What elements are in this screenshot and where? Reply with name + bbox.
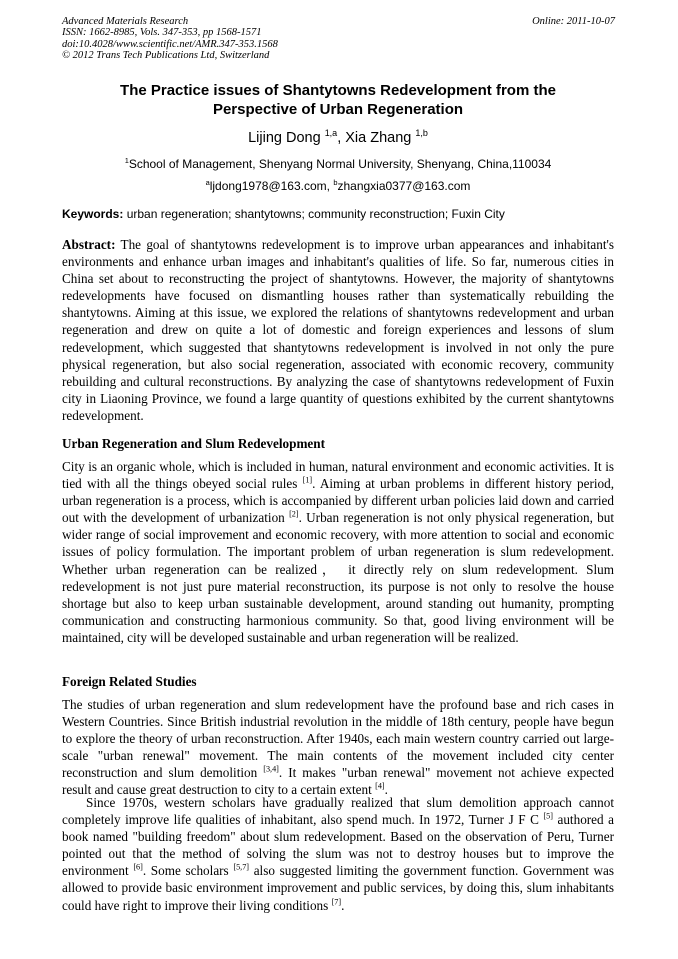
- email-link[interactable]: ljdong1978@163.com,: [209, 179, 330, 193]
- keywords: [62, 207, 614, 221]
- paragraph-text: . Urban regeneration is not only physical regeneration, but wider range of social improvement and economic recovery, with more attention to social and economic issues of policy formulation. The important problem of urban regeneration is slum redevelopment. Whether urban regeneration can be realized， it directly rely on slum redevelopment. Slum redevelopment is not just pure material reconstruction, its purpose is not only to resolve the house shortage but also to keep urban sustainable development, around standing out humanity, prompting communication and constructing harmonious community. So that, good living environment will be maintained, city will be developed sustainable and urban regeneration will be realized.: [62, 510, 615, 645]
- doi-line: doi:10.4028/www.scientific.net/AMR.347-353.1568: [62, 38, 278, 50]
- citation[interactable]: [2]: [289, 509, 299, 519]
- paragraph-text: The studies of urban regeneration and slum redevelopment have the profound base and rich cases in Western Countries. Since British industrial revolution in the middle of 18th century, people have begun to explore the theory of urban reconstruction. After 1940s, each main western country carried out large-scale "urban renewal" movement. The main contents of the movement included city center reconstruction and slum demolition: [62, 697, 614, 781]
- abstract-label: Abstract:: [62, 237, 116, 252]
- author-emails: [62, 179, 614, 193]
- citation[interactable]: [6]: [133, 862, 143, 872]
- journal-header: [62, 16, 278, 62]
- title-line-2: Perspective of Urban Regeneration: [212, 101, 464, 118]
- paragraph-text: also suggested limiting the government function. Government was allowed to provide basic environment improvement and public services, by doing this, slum inhabitants could have right to improve their living conditions: [62, 863, 615, 913]
- body-paragraph: [62, 458, 614, 646]
- author-affil-sup: 1,a: [324, 128, 338, 139]
- issn-line: ISSN: 1662-8985, Vols. 347-353, pp 1568-1571: [62, 27, 262, 39]
- abstract-text: The goal of shantytowns redevelopment is to improve urban appearances and inhabitant's environments and enhance urban images and inhabitant's qualities of life. So far, numerous cities in China set about to reconstructing the project of shantytowns. However, the majority of shantytowns redevelopments have focused on dismantling houses rather than systematically rebuilding the shantytowns. Aiming at this issue, we explored the relations of shantytowns redevelopment and urban regeneration and drew on quite a lot of domestic and foreign experiences and lessons of slum redevelopment, which suggested that shantytowns redevelopment is involved in not only the pure physical regeneration, but also social regeneration, associated with economic recovery, community rebuilding and cultural reconstructions. By analyzing the case of shantytowns redevelopment of Fuxin city in Liaoning Province, we found a large quantity of questions exhibited by the current shantytowns redevelopment.: [62, 237, 614, 423]
- paragraph-text: .: [341, 897, 345, 913]
- body-paragraph: [62, 794, 614, 914]
- paragraph-text: . It makes "urban renewal" movement not achieve expected result and cause great destruction to city to a certain extent: [62, 765, 615, 798]
- paragraph-text: . Some scholars: [142, 863, 229, 879]
- affiliation: [62, 157, 614, 171]
- affiliation-text: School of Management, Shenyang Normal University, Shenyang, China,110034: [128, 157, 552, 171]
- paragraph-text: . Aiming at urban problems in different history period, urban regeneration is a process, which is accompanied by different urban policies laid down and carried out with the development of urbanization: [62, 476, 614, 526]
- author-name: Xia Zhang: [345, 130, 412, 146]
- copyright-line: © 2012 Trans Tech Publications Ltd, Switzerland: [62, 50, 270, 62]
- journal-name: Advanced Materials Research: [62, 16, 189, 27]
- email-sup: b: [333, 178, 338, 187]
- email-sup: a: [205, 178, 210, 187]
- citation[interactable]: [4]: [375, 782, 385, 792]
- citation[interactable]: [5]: [543, 811, 553, 821]
- paragraph-text: City is an organic whole, which is included in human, natural environment and economic activities. It is tied with all the things obeyed social rules: [62, 459, 614, 492]
- author-separator: ,: [337, 130, 346, 146]
- abstract: [62, 236, 614, 424]
- author-line: [62, 130, 614, 146]
- citation[interactable]: [5,7]: [233, 862, 250, 872]
- section-heading: Urban Regeneration and Slum Redevelopment: [62, 436, 326, 451]
- body-paragraph: [62, 696, 614, 799]
- paragraph-text: .: [384, 782, 388, 798]
- citation[interactable]: [7]: [331, 897, 342, 907]
- author-name: Lijing Dong: [248, 130, 321, 146]
- paragraph-text: authored a book named "building freedom" about slum redevelopment. Based on the observation of Peru, Turner pointed out that the method of solving the slum was not to destroy houses but to improve the environment: [62, 812, 615, 879]
- citation[interactable]: [3,4]: [263, 764, 279, 774]
- paper-title: [62, 81, 614, 119]
- citation[interactable]: [1]: [302, 475, 313, 485]
- paragraph-text: Since 1970s, western scholars have gradually realized that slum demolition approach cannot completely improve life qualities of inhabitant, also spend much. In 1972, Turner J F C: [62, 795, 614, 828]
- keywords-text: urban regeneration; shantytowns; community reconstruction; Fuxin City: [126, 207, 505, 221]
- title-line-1: The Practice issues of Shantytowns Redevelopment from the: [120, 82, 556, 99]
- keywords-label: Keywords:: [62, 207, 124, 221]
- online-date: Online: 2011-10-07: [532, 16, 615, 27]
- section-heading: Foreign Related Studies: [62, 674, 197, 689]
- email-link[interactable]: zhangxia0377@163.com: [337, 179, 471, 193]
- affil-sup: 1: [124, 156, 129, 165]
- author-affil-sup: 1,b: [415, 128, 428, 139]
